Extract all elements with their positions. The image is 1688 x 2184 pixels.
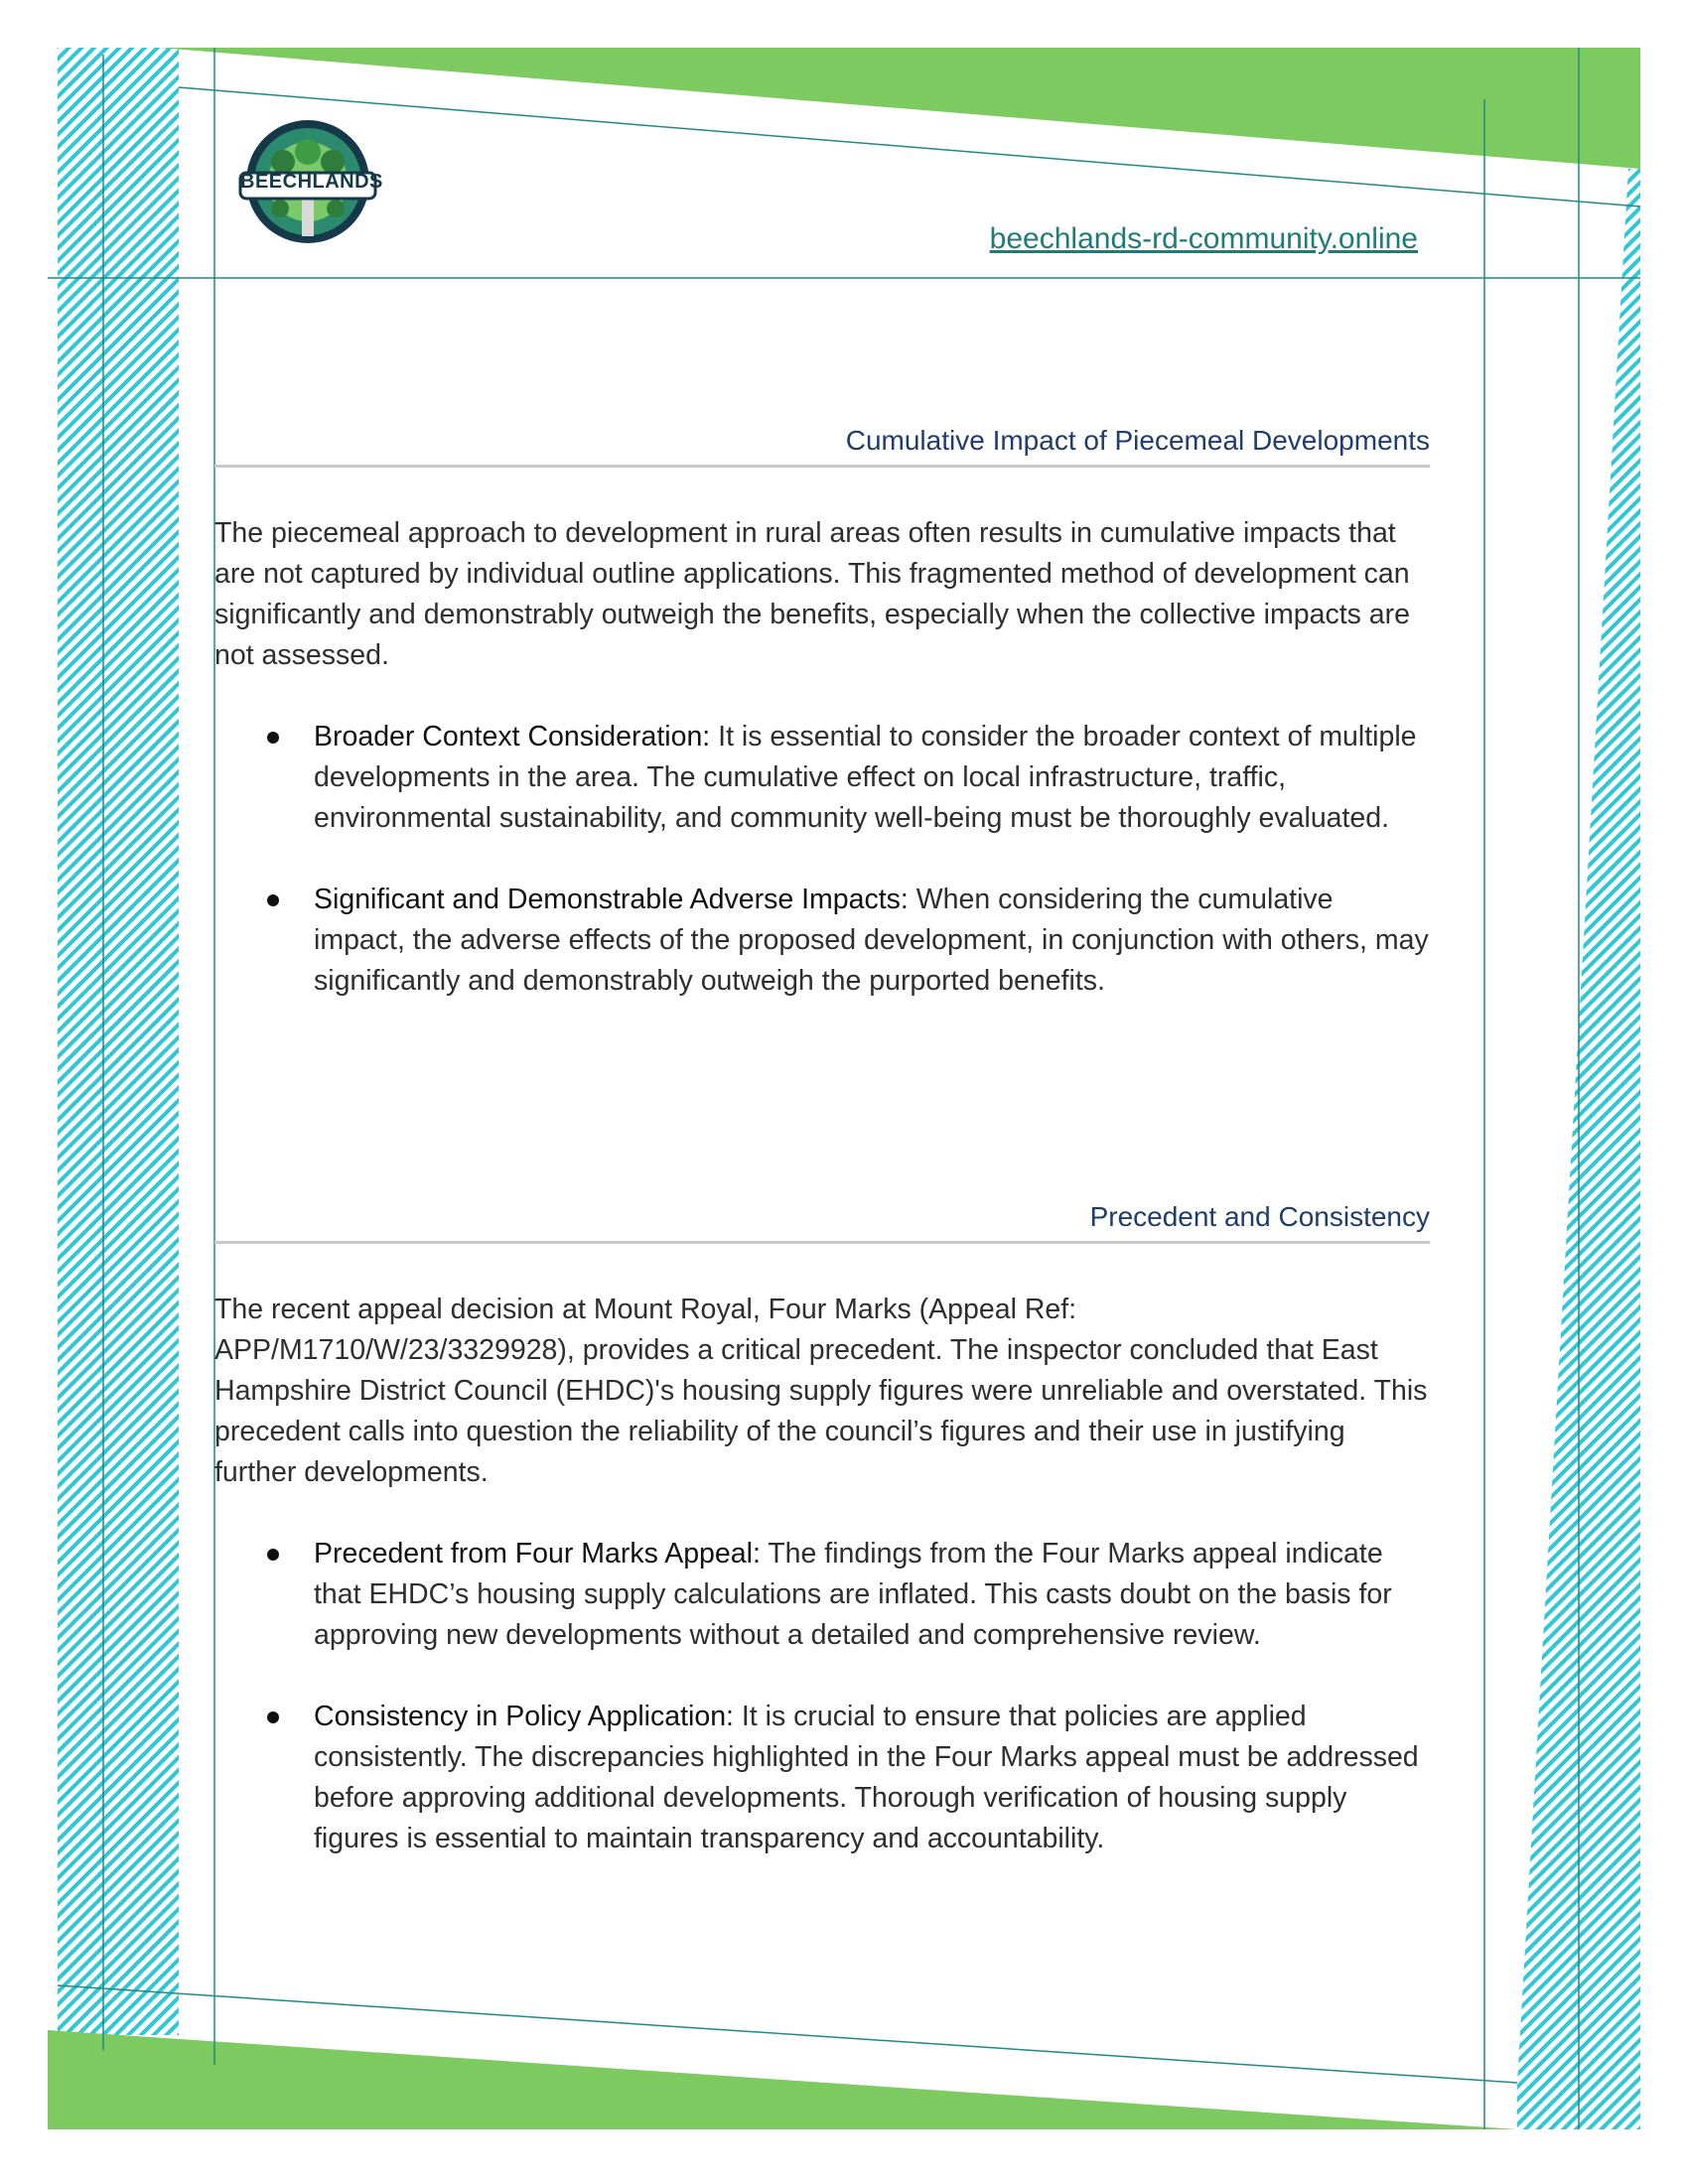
bullet-icon xyxy=(267,894,279,906)
bullet-icon xyxy=(267,732,279,744)
section-heading: Cumulative Impact of Piecemeal Developments xyxy=(214,425,1430,468)
section-cumulative-impact xyxy=(214,425,1430,1002)
list-item xyxy=(214,1697,1430,1859)
bullet-text: The findings from the Four Marks appeal indicate that EHDC’s housing supply calculations are inflated. This casts doubt on the basis for approving new developments without a detailed and comprehensive review. xyxy=(314,1538,1392,1651)
section-precedent-consistency xyxy=(214,1201,1430,1859)
top-green-band xyxy=(159,48,1640,169)
bullet-list xyxy=(214,717,1430,1002)
bullet-list xyxy=(214,1534,1430,1859)
list-item xyxy=(214,717,1430,839)
section-intro-paragraph: The recent appeal decision at Mount Royal, Four Marks (Appeal Ref: APP/M1710/W/23/3329928), provides a critical precedent. The inspector concluded that East Hampshire District Council (EHDC)'s housing supply figures were unreliable and overstated. This precedent calls into question the reliability of the council’s figures and their use in justifying further developments. xyxy=(214,1294,1428,1488)
bottom-green-band xyxy=(48,2030,1517,2129)
section-heading: Precedent and Consistency xyxy=(214,1201,1430,1244)
bullet-term: Precedent from Four Marks Appeal: xyxy=(314,1538,761,1570)
bullet-term: Broader Context Consideration: xyxy=(314,721,711,752)
left-hatch-strip xyxy=(58,48,179,2035)
logo-text: BEECHLANDS xyxy=(240,171,383,193)
section-intro-paragraph: The piecemeal approach to development in rural areas often results in cumulative impacts that are not captured by individual outline applications. This fragmented method of development can significantly and demonstrably outweigh the benefits, especially when the collective impacts are not assessed. xyxy=(214,517,1410,671)
bullet-icon xyxy=(267,1549,279,1561)
bullet-text: When considering the cumulative impact, the adverse effects of the proposed development, in conjunction with others, may significantly and demonstrably outweigh the purported benefits. xyxy=(314,884,1429,997)
bullet-icon xyxy=(267,1711,279,1723)
bullet-term: Consistency in Policy Application: xyxy=(314,1701,734,1732)
bullet-text: It is essential to consider the broader context of multiple developments in the area. The cumulative effect on local infrastructure, traffic, environmental sustainability, and community well-being must be thoroughly evaluated. xyxy=(314,721,1417,834)
list-item xyxy=(214,1534,1430,1656)
bullet-text: It is crucial to ensure that policies are applied consistently. The discrepancies highlighted in the Four Marks appeal must be addressed before approving additional developments. Thorough verification of housing supply figures is essential to maintain transparency and accountability. xyxy=(314,1701,1419,1854)
site-url-link[interactable]: beechlands-rd-community.online xyxy=(989,222,1418,255)
bullet-term: Significant and Demonstrable Adverse Impacts: xyxy=(314,884,909,915)
list-item xyxy=(214,880,1430,1002)
